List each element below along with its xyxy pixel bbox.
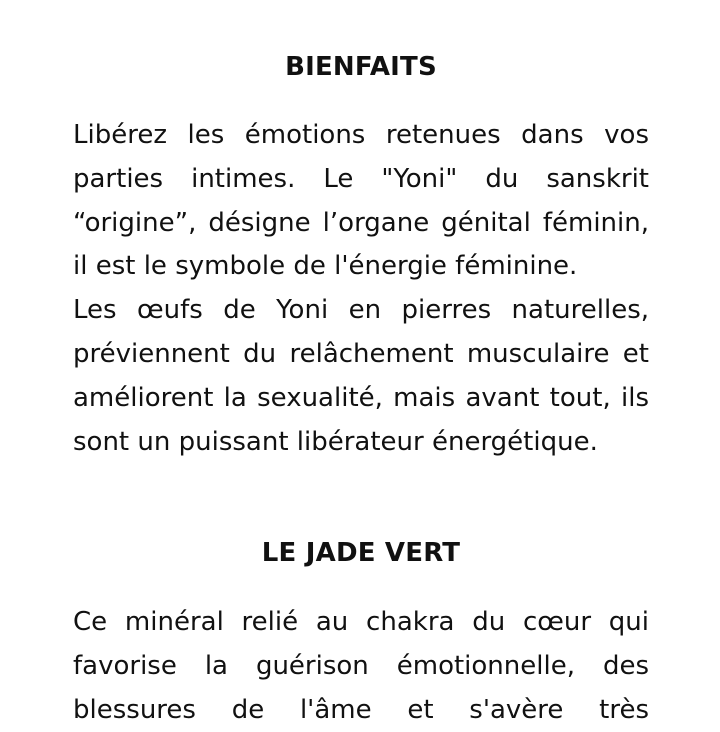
body-line: “origine”, désigne l’organe génital féminin, [73,207,649,238]
section-title-bienfaits: BIENFAITS [285,52,437,82]
body-line: sont un puissant libérateur énergétique. [73,426,598,457]
section-title-jade-vert: LE JADE VERT [261,538,461,568]
body-line: il est le symbole de l'énergie féminine. [73,251,578,282]
body-line: Libérez les émotions retenues dans vos [73,120,649,150]
body-line: Ce minéral relié au chakra du cœur qui [73,607,649,637]
body-line: blessures de l'âme et s'avère très [73,694,649,725]
body-line: favorise la guérison émotionnelle, des [73,650,649,681]
body-line: parties intimes. Le "Yoni" du sanskrit [73,163,649,194]
section-body-bienfaits [73,114,649,464]
body-line: Les œufs de Yoni en pierres naturelles, [73,295,649,326]
body-line: améliorent la sexualité, mais avant tout, ils [73,382,649,413]
body-line: préviennent du relâchement musculaire et [73,338,649,369]
section-body-jade-vert [73,601,649,732]
